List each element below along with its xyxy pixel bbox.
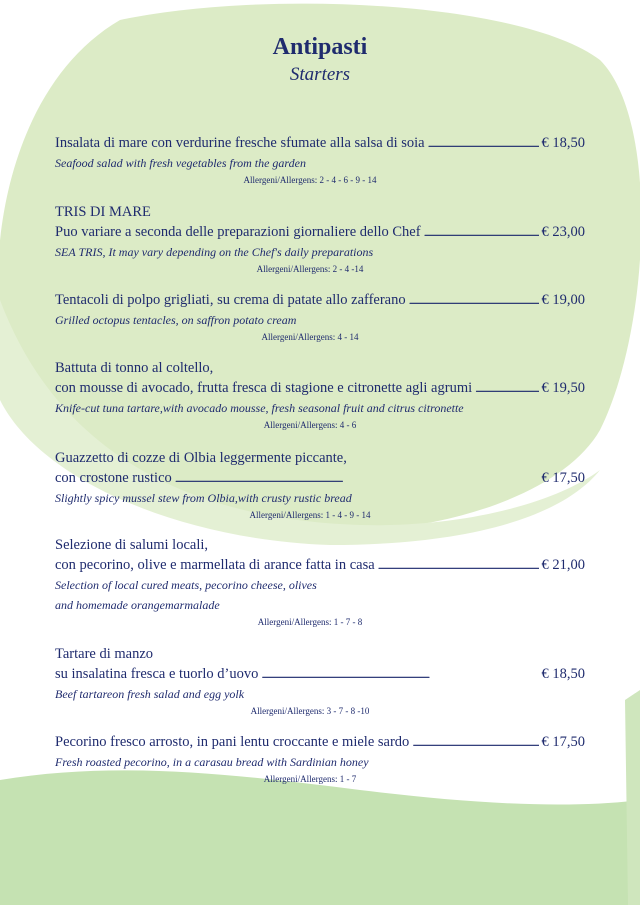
allergens: Allergeni/Allergens: 3 - 7 - 8 -10 — [250, 706, 370, 716]
menu-item — [55, 358, 585, 434]
section-title: Antipasti — [272, 34, 368, 60]
dish-translation: Fresh roasted pecorino, in a carasau bread with Sardinian honey — [55, 755, 369, 769]
dish-description: con mousse di avocado, frutta fresca di stagione e citronette agli agrumi — [55, 380, 473, 396]
allergens: Allergeni/Allergens: 1 - 7 — [263, 774, 357, 784]
menu-item — [55, 290, 585, 346]
dish-price: € 17,50 — [541, 734, 585, 750]
dish-price-line — [55, 290, 585, 310]
dish-description: con pecorino, olive e marmellata di arance fatta in casa — [55, 557, 375, 573]
dish-price-line — [55, 468, 585, 488]
dish-price: € 19,00 — [541, 292, 585, 308]
allergens: Allergeni/Allergens: 2 - 4 -14 — [256, 264, 364, 274]
menu-item — [55, 535, 585, 631]
allergens: Allergeni/Allergens: 1 - 4 - 9 - 14 — [249, 510, 371, 520]
dish-translation: Grilled octopus tentacles, on saffron potato cream — [55, 313, 297, 327]
dot-leader — [261, 664, 538, 684]
dot-leader — [475, 378, 538, 398]
dish-price: € 18,50 — [541, 666, 585, 682]
menu-item — [55, 202, 585, 278]
dish-description: con crostone rustico — [55, 470, 172, 486]
dish-name: Guazzetto di cozze di Olbia leggermente piccante, — [55, 450, 347, 466]
dish-price-line — [55, 664, 585, 684]
menu-item — [55, 448, 585, 524]
dish-description: Tentacoli di polpo grigliati, su crema di patate allo zafferano — [55, 292, 406, 308]
dot-leader — [175, 468, 539, 488]
allergens: Allergeni/Allergens: 4 - 14 — [261, 332, 359, 342]
dish-name: TRIS DI MARE — [55, 204, 151, 220]
dot-leader — [428, 133, 539, 153]
dish-description: su insalatina fresca e tuorlo d’uovo — [55, 666, 259, 682]
menu-item — [55, 133, 585, 189]
allergens: Allergeni/Allergens: 1 - 7 - 8 — [257, 617, 363, 627]
dish-description: Puo variare a seconda delle preparazioni giornaliere dello Chef — [55, 224, 421, 240]
allergens: Allergeni/Allergens: 2 - 4 - 6 - 9 - 14 — [243, 175, 377, 185]
green-bottom-wave — [0, 770, 640, 905]
allergens: Allergeni/Allergens: 4 - 6 — [263, 420, 357, 430]
dish-translation: Beef tartareon fresh salad and egg yolk — [55, 687, 245, 701]
dish-price: € 21,00 — [541, 557, 585, 573]
dish-price: € 18,50 — [541, 135, 585, 151]
dish-description: Pecorino fresco arrosto, in pani lentu croccante e miele sardo — [55, 734, 410, 750]
menu-item — [55, 644, 585, 720]
dot-leader — [409, 290, 539, 310]
dish-translation: Seafood salad with fresh vegetables from the garden — [55, 156, 306, 170]
dish-price: € 19,50 — [541, 380, 585, 396]
dish-price-line — [55, 378, 585, 398]
menu-item — [55, 732, 585, 788]
dish-price: € 23,00 — [541, 224, 585, 240]
dish-translation: Knife-cut tuna tartare,with avocado mousse, fresh seasonal fruit and citrus citronette — [55, 401, 464, 415]
dish-price-line — [55, 222, 585, 242]
dot-leader — [378, 555, 539, 575]
dish-name: Tartare di manzo — [55, 646, 154, 662]
dish-price-line — [55, 732, 585, 752]
dish-translation: Selection of local cured meats, pecorino cheese, olives — [55, 578, 317, 592]
dish-translation: and homemade orangemarmalade — [55, 598, 220, 612]
dish-description: Insalata di mare con verdurine fresche sfumate alla salsa di soia — [55, 135, 425, 151]
dish-name: Selezione di salumi locali, — [55, 537, 209, 553]
dish-name: Battuta di tonno al coltello, — [55, 360, 214, 376]
dish-price-line — [55, 555, 585, 575]
dot-leader — [412, 732, 538, 752]
dish-translation: SEA TRIS, It may vary depending on the Chef's daily preparations — [55, 245, 374, 259]
dish-price: € 17,50 — [541, 470, 585, 486]
dish-price-line — [55, 133, 585, 153]
dot-leader — [424, 222, 539, 242]
dish-translation: Slightly spicy mussel stew from Olbia,with crusty rustic bread — [55, 491, 352, 505]
section-subtitle: Starters — [289, 64, 351, 85]
